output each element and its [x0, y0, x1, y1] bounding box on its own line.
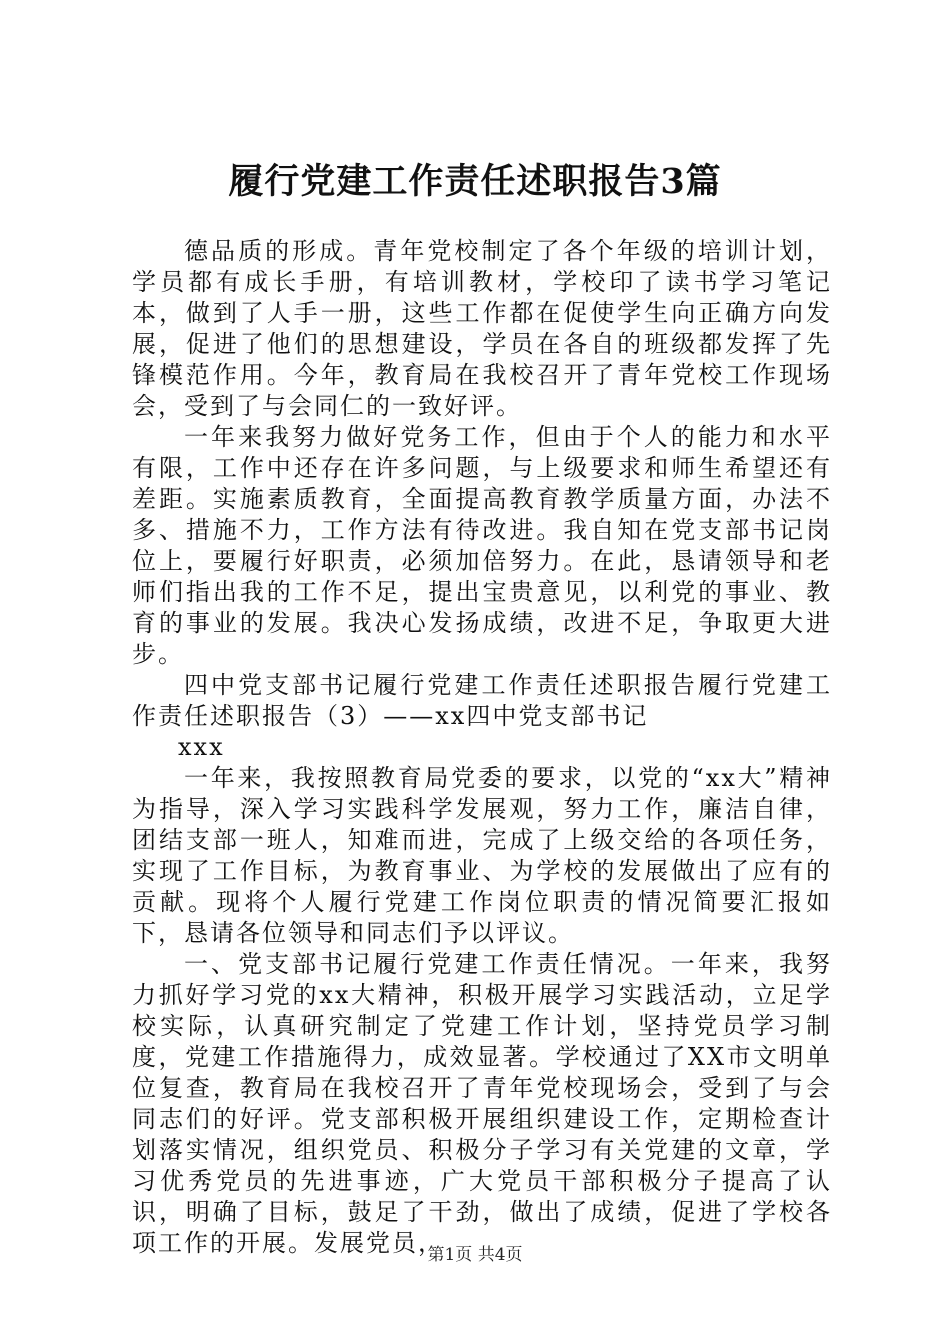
document-body — [132, 236, 832, 1259]
paragraph-6: 一、党支部书记履行党建工作责任情况。一年来，我努力抓好学习党的xx大精神，积极开展学习实践活动，立足学校实际，认真研究制定了党建工作计划，坚持党员学习制度，党建工作措施得力，成效显著。学校通过了XX市文明单位复查，教育局在我校召开了青年党校现场会，受到了与会同志们的好评。党支部积极开展组织建设工作，定期检查计划落实情况，组织党员、积极分子学习有关党建的文章，学习优秀党员的先进事迹，广大党员干部积极分子提高了认识，明确了目标，鼓足了干劲，做出了成绩，促进了学校各项工作的开展。发展党员， — [132, 950, 832, 1257]
paragraph-2: 一年来我努力做好党务工作，但由于个人的能力和水平有限，工作中还存在许多问题，与上级要求和师生希望还有差距。实施素质教育，全面提高教育教学质量方面，办法不多、措施不力，工作方法有待改进。我自知在党支部书记岗位上，要履行好职责，必须加倍努力。在此，恳请领导和老师们指出我的工作不足，提出宝贵意见，以利党的事业、教育的事业的发展。我决心发扬成绩，改进不足，争取更大进步。 — [132, 423, 832, 668]
paragraph-4: xxx — [178, 733, 225, 761]
paragraph-1: 德品质的形成。青年党校制定了各个年级的培训计划，学员都有成长手册，有培训教材，学校印了读书学习笔记本，做到了人手一册，这些工作都在促使学生向正确方向发展，促进了他们的思想建设，学员在各自的班级都发挥了先锋模范作用。今年，教育局在我校召开了青年党校工作现场会，受到了与会同仁的一致好评。 — [132, 237, 832, 420]
page-footer: 第1页 共4页 — [427, 1245, 523, 1265]
document-title: 履行党建工作责任述职报告3篇 — [228, 161, 722, 202]
paragraph-3: 四中党支部书记履行党建工作责任述职报告履行党建工作责任述职报告（3）——xx四中党支部书记 — [132, 671, 832, 730]
paragraph-5: 一年来，我按照教育局党委的要求，以党的“xx大”精神为指导，深入学习实践科学发展观，努力工作，廉洁自律，团结支部一班人，知难而进，完成了上级交给的各项任务，实现了工作目标，为教育事业、为学校的发展做出了应有的贡献。现将个人履行党建工作岗位职责的情况简要汇报如下，恳请各位领导和同志们予以评议。 — [132, 764, 832, 947]
